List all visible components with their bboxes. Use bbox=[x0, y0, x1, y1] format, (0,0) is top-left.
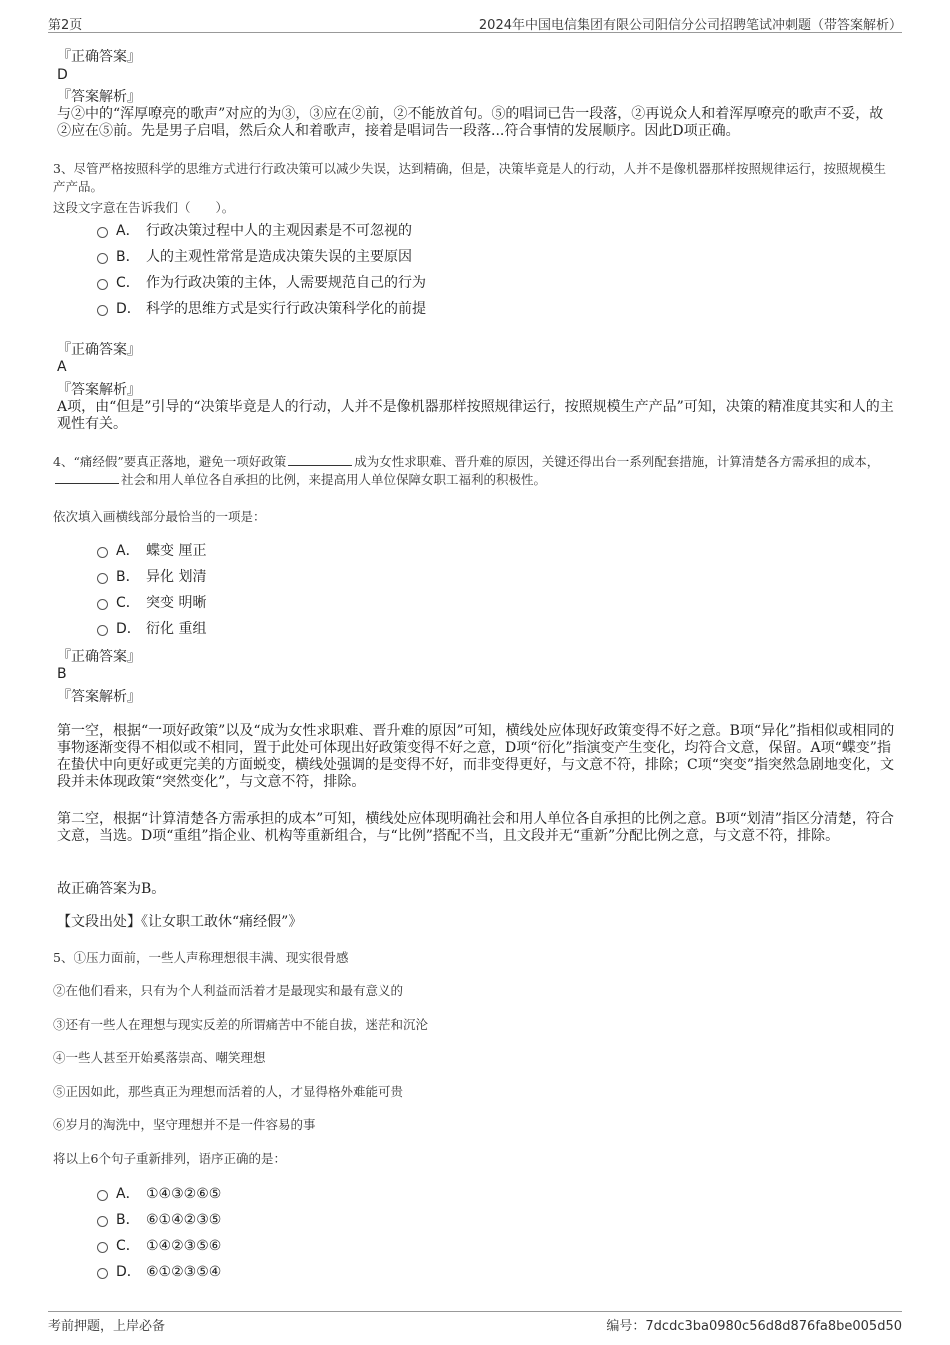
q4-analysis-para-1: 第一空，根据“一项好政策”以及“成为女性求职难、晋升难的原因”可知，横线处应体现好政策变得不好之意。B项“异化”指相似或相同的事物逐渐变得不相似或不相同，置于此处可体现出好政策变得不好之意，D项“衍化”指演变产生变化，均符合文意，保留。A项“蝶变”指在蛰伏中向更好或更完美的方面蜕变，横线处强调的是变得不好，而非变得更好，与文意不符，排除；C项“突变”指突然急剧地变化，文段并未体现政策“突然变化”，与文意不符，排除。 bbox=[57, 723, 895, 790]
page-footer bbox=[48, 1311, 902, 1332]
radio-icon[interactable] bbox=[97, 227, 108, 238]
q5-option-a[interactable]: A． ①④③②⑥⑤ bbox=[97, 1185, 221, 1203]
radio-icon[interactable] bbox=[97, 547, 108, 558]
q5-sentence-5: ⑤正因如此，那些真正为理想而活着的人，才显得格外难能可贵 bbox=[53, 1084, 404, 1099]
q5-sentence-6: ⑥岁月的淘洗中，坚守理想并不是一件容易的事 bbox=[53, 1117, 316, 1132]
q5-sentence-1: 5、①压力面前，一些人声称理想很丰满、现实很骨感 bbox=[53, 950, 349, 965]
q5-sentence-3: ③还有一些人在理想与现实反差的所谓痛苦中不能自拔，迷茫和沉沦 bbox=[53, 1017, 429, 1032]
q5-option-d[interactable]: D． ⑥①②③⑤④ bbox=[97, 1263, 221, 1281]
q2-answer-label: 『正确答案』 bbox=[57, 49, 141, 65]
page-number: 第2页 bbox=[48, 18, 83, 33]
q4-analysis-para-2: 第二空，根据“计算清楚各方需承担的成本”可知，横线处应体现明确社会和用人单位各自承担的比例之意。B项“划清”指区分清楚，符合文意，当选。D项“重组”指企业、机构等重新组合，与“比例”搭配不当，且文段并无“重新”分配比例之意，与文意不符，排除。 bbox=[57, 811, 894, 844]
q3-answer-value: A bbox=[57, 359, 67, 375]
q3-analysis-text: A项，由“但是”引导的“决策毕竟是人的行动，人并不是像机器那样按照规律运行，按照规模生产产品”可知，决策的精准度其实和人的主观性有关。 bbox=[57, 399, 894, 432]
q4-stem: 4、“痛经假”要真正落地，避免一项好政策 成为女性求职难、晋升难的原因，关键还得出台一系列配套措施，计算清楚各方需承担的成本，社会和用人单位各自承担的比例，来提高用人单位保障女职工福利的积极性。 bbox=[53, 454, 880, 487]
radio-icon[interactable] bbox=[97, 305, 108, 316]
q3-option-c[interactable]: C． 作为行政决策的主体，人需要规范自己的行为 bbox=[97, 274, 426, 292]
blank-line bbox=[55, 471, 119, 484]
document-title: 2024年中国电信集团有限公司阳信分公司招聘笔试冲刺题（带答案解析） bbox=[478, 18, 902, 33]
q5-option-b[interactable]: B． ⑥①④②③⑤ bbox=[97, 1211, 221, 1229]
q2-answer-value: D bbox=[57, 67, 68, 83]
q4-source: 【文段出处】《让女职工敢休“痛经假”》 bbox=[57, 914, 303, 930]
radio-icon[interactable] bbox=[97, 253, 108, 264]
q3-option-a[interactable]: A． 行政决策过程中人的主观因素是不可忽视的 bbox=[97, 222, 412, 240]
q4-prompt: 依次填入画横线部分最恰当的一项是： bbox=[53, 509, 266, 524]
radio-icon[interactable] bbox=[97, 625, 108, 636]
q2-analysis-label: 『答案解析』 bbox=[57, 89, 141, 105]
q4-option-b[interactable]: B． 异化 划清 bbox=[97, 568, 206, 586]
q5-sentence-4: ④一些人甚至开始奚落崇高、嘲笑理想 bbox=[53, 1050, 266, 1065]
q2-analysis-text: 与②中的“浑厚嘹亮的歌声”对应的为③，③应在②前，②不能放首句。⑤的唱词已告一段落，②再说众人和着浑厚嘹亮的歌声不妥，故②应在⑤前。先是男子启唱，然后众人和着歌声，接着是唱词告一段落...符合事情的发展顺序。因此D项正确。 bbox=[57, 106, 884, 139]
radio-icon[interactable] bbox=[97, 1190, 108, 1201]
q3-analysis-label: 『答案解析』 bbox=[57, 382, 141, 398]
blank-line bbox=[288, 453, 352, 466]
q4-conclusion: 故正确答案为B。 bbox=[57, 881, 166, 897]
page-header bbox=[48, 14, 902, 33]
q3-stem: 3、尽管严格按照科学的思维方式进行行政决策可以减少失误，达到精确，但是，决策毕竟是人的行动，人并不是像机器那样按照规律运行，按照规模生产产品。 bbox=[53, 161, 886, 194]
q4-option-d[interactable]: D． 衍化 重组 bbox=[97, 620, 206, 638]
q3-prompt: 这段文字意在告诉我们（ ）。 bbox=[53, 200, 235, 215]
q5-option-c[interactable]: C． ①④②③⑤⑥ bbox=[97, 1237, 221, 1255]
radio-icon[interactable] bbox=[97, 599, 108, 610]
radio-icon[interactable] bbox=[97, 1268, 108, 1279]
q4-answer-label: 『正确答案』 bbox=[57, 649, 141, 665]
q3-answer-label: 『正确答案』 bbox=[57, 342, 141, 358]
footer-code: 编号：7dcdc3ba0980c56d8d876fa8be005d50 bbox=[606, 1319, 902, 1334]
q3-option-d[interactable]: D． 科学的思维方式是实行行政决策科学化的前提 bbox=[97, 300, 426, 318]
radio-icon[interactable] bbox=[97, 279, 108, 290]
radio-icon[interactable] bbox=[97, 1216, 108, 1227]
q5-sentence-2: ②在他们看来，只有为个人利益而活着才是最现实和最有意义的 bbox=[53, 983, 404, 998]
q4-option-c[interactable]: C． 突变 明晰 bbox=[97, 594, 206, 612]
q3-option-b[interactable]: B． 人的主观性常常是造成决策失误的主要原因 bbox=[97, 248, 412, 266]
q4-option-a[interactable]: A． 蝶变 厘正 bbox=[97, 542, 206, 560]
q5-prompt: 将以上6个句子重新排列，语序正确的是： bbox=[53, 1151, 286, 1166]
radio-icon[interactable] bbox=[97, 573, 108, 584]
radio-icon[interactable] bbox=[97, 1242, 108, 1253]
q4-analysis-label: 『答案解析』 bbox=[57, 689, 141, 705]
q4-answer-value: B bbox=[57, 666, 67, 682]
footer-slogan: 考前押题，上岸必备 bbox=[48, 1319, 166, 1334]
